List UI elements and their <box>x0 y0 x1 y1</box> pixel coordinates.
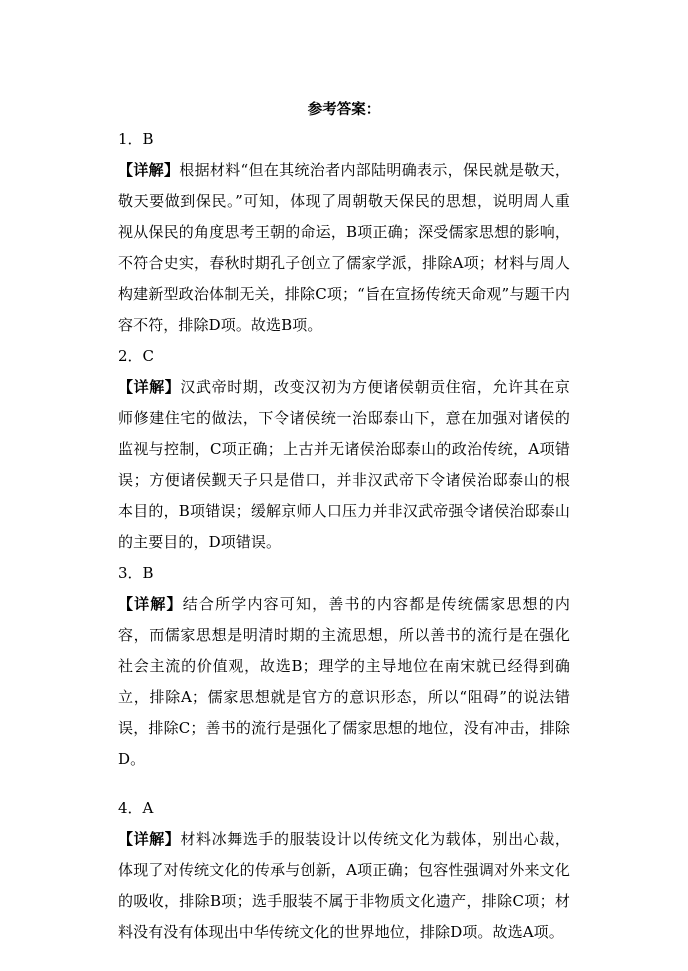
paragraph-spacer <box>118 775 570 793</box>
explanation-tag: 【详解】 <box>118 830 181 848</box>
question-2-answer: 2．C <box>118 347 155 365</box>
explanation-text: 根据材料“但在其统治者内部陆明确表示，保民就是敬天，敬天要做到保民。”可知，体现了周朝敬天保民的思想，说明周人重视从保民的角度思考王朝的命运，B项正确；深受儒家思想的影响，不符合史实，春秋时期孔子创立了儒家学派，排除A项；材料与周人构建新型政治体制无关，排除C项；“旨在宣扬传统天命观”与题干内容不符，排除D项。故选B项。 <box>118 161 570 334</box>
question-3-explanation <box>118 589 570 775</box>
explanation-tag: 【详解】 <box>118 378 181 396</box>
explanation-text: 材料冰舞选手的服装设计以传统文化为载体，别出心裁，体现了对传统文化的传承与创新，A项正确；包容性强调对外来文化的吸收，排除B项；选手服装不属于非物质文化遗产，排除C项；材料没有没有体现出中华传统文化的世界地位，排除D项。故选A项。 <box>118 830 570 941</box>
question-4-explanation <box>118 824 570 948</box>
question-1-answer: 1．B <box>118 130 154 148</box>
question-4-answer: 4．A <box>118 799 154 817</box>
question-3-answer: 3．B <box>118 564 154 582</box>
question-1-explanation <box>118 155 570 341</box>
explanation-text: 结合所学内容可知，善书的内容都是传统儒家思想的内容，而儒家思想是明清时期的主流思想，所以善书的流行是在强化社会主流的价值观，故选B；理学的主导地位在南宋就已经得到确立，排除A；儒家思想就是官方的意识形态，所以“阻碍”的说法错误，排除C；善书的流行是强化了儒家思想的地位，没有冲击，排除D。 <box>118 595 571 768</box>
answer-key-title: 参考答案： <box>307 101 381 118</box>
explanation-text: 汉武帝时期，改变汉初为方便诸侯朝贡住宿，允许其在京师修建住宅的做法，下令诸侯统一治邸泰山下，意在加强对诸侯的监视与控制，C项正确；上古并无诸侯治邸泰山的政治传统，A项错误；方便诸侯觐天子只是借口，并非汉武帝下令诸侯治邸泰山的根本目的，B项错误；缓解京师人口压力并非汉武帝强令诸侯治邸泰山的主要目的，D项错误。 <box>118 378 570 551</box>
question-2-explanation <box>118 372 570 558</box>
answer-key-content <box>118 96 570 948</box>
explanation-tag: 【详解】 <box>118 161 180 179</box>
explanation-tag: 【详解】 <box>118 595 183 613</box>
